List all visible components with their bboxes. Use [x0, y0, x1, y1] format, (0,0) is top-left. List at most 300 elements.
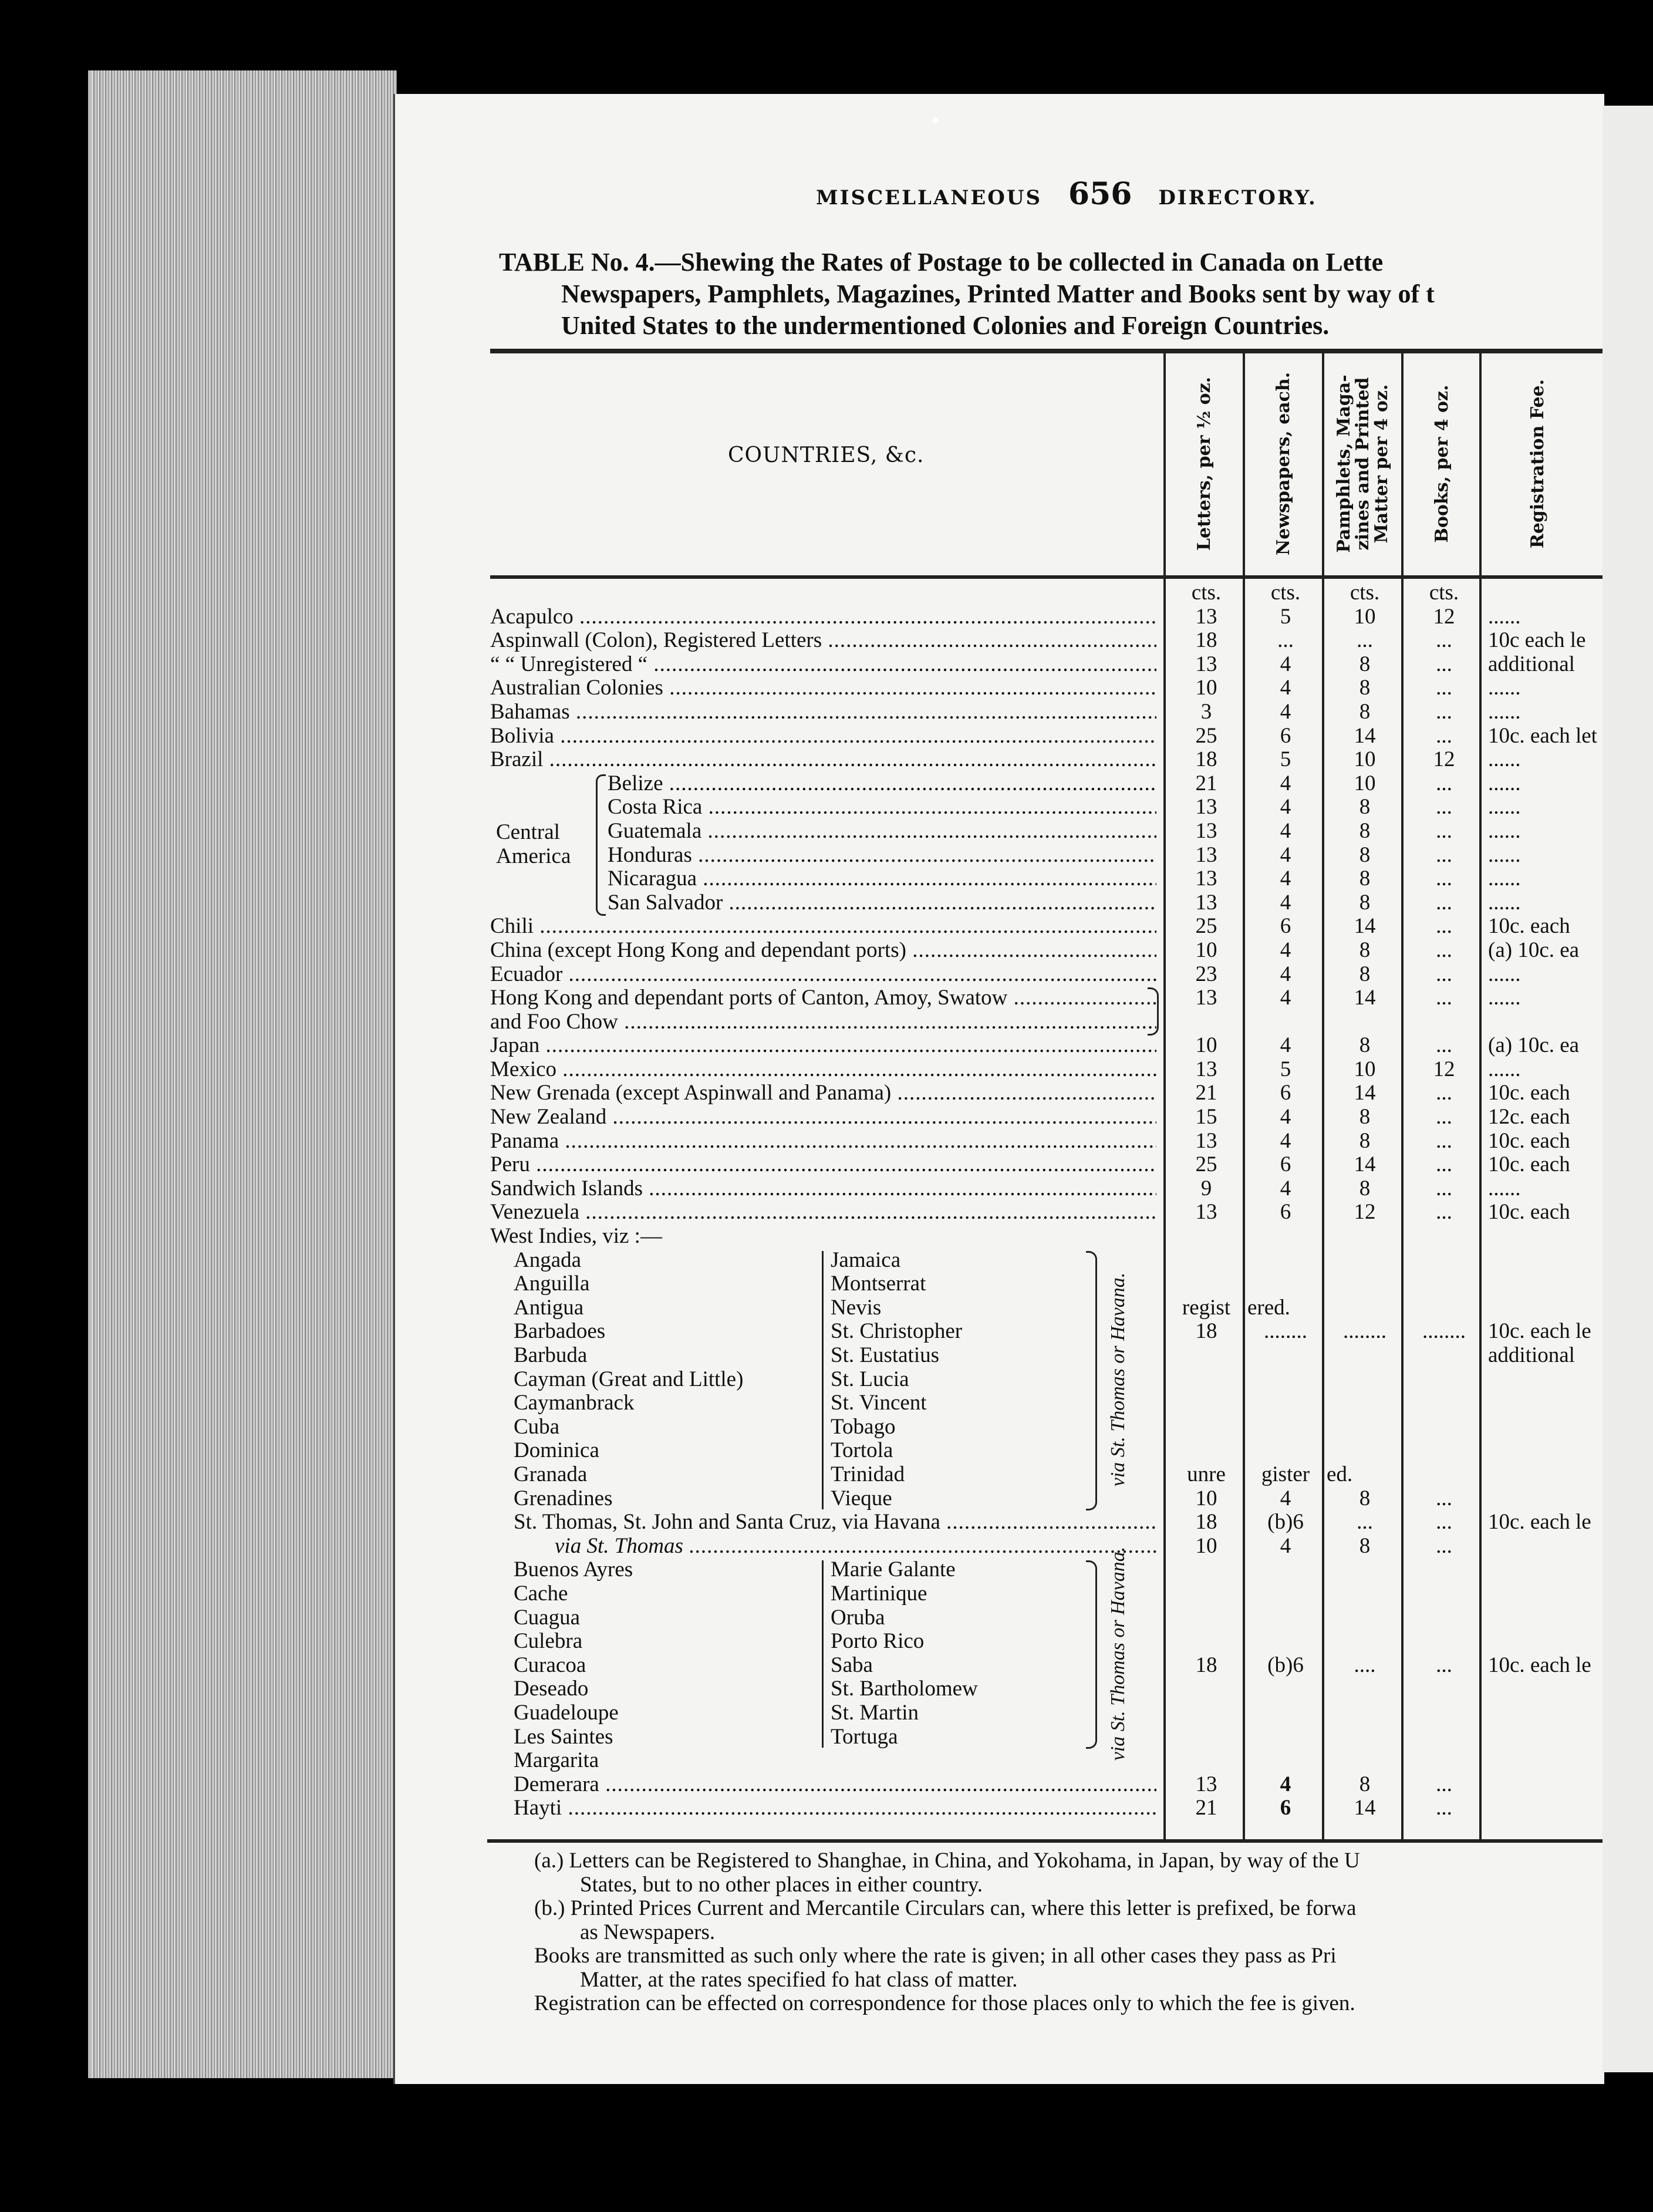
table-row	[490, 1129, 1605, 1154]
pamphlets-rate: 14	[1354, 1081, 1376, 1105]
west-indies-heading: West Indies, viz :—	[490, 1225, 662, 1249]
island-name: Anguilla	[514, 1272, 590, 1296]
island-name: Les Saintes	[514, 1724, 613, 1749]
letters-column-header: Letters, per ½ oz.	[1194, 376, 1215, 551]
newspapers-rate: 4	[1280, 1105, 1291, 1129]
country-name: China (except Hong Kong and dependant ports) .....	[490, 939, 1156, 963]
title-line-3: United States to the undermentioned Colonies and Foreign Countries.	[561, 311, 1330, 340]
via-st-thomas-or-havana-label: via St. Thomas or Havana.	[1107, 1546, 1129, 1761]
footnote-line: Books are transmitted as such only where the rate is given; in all other cases they pass as Pri	[534, 1944, 1337, 1968]
table-row	[490, 772, 1605, 796]
central-america-label: Central	[496, 820, 560, 844]
letters-rate: 25	[1195, 1152, 1217, 1177]
newspapers-rate: 6	[1280, 1796, 1291, 1820]
pamphlets-rate: 8	[1359, 1105, 1371, 1129]
pamphlets-rate: 8	[1359, 1486, 1371, 1510]
table-row	[490, 1773, 1605, 1797]
pamphlets-rate: 14	[1354, 723, 1376, 748]
newspapers-rate: 4	[1280, 1486, 1291, 1510]
letters-rate: 13	[1195, 1057, 1217, 1081]
table-row	[490, 891, 1605, 915]
books-rate: ...	[1436, 1152, 1452, 1177]
letters-rate: 10	[1195, 1486, 1217, 1510]
pamphlets-rate: 8	[1359, 1176, 1371, 1201]
letters-rate: 25	[1195, 914, 1217, 939]
pamphlets-rate: 8	[1359, 676, 1371, 700]
facing-page-fragment	[1603, 106, 1653, 2072]
letters-rate: 21	[1195, 771, 1217, 795]
table-row	[490, 724, 1605, 748]
letters-rate: 13	[1195, 986, 1217, 1010]
footnote-line: Registration can be effected on correspondence for those places only to which the fee is given.	[534, 1991, 1355, 2015]
units-books: cts.	[1429, 581, 1459, 605]
newspapers-rate: 6	[1280, 1081, 1291, 1105]
registration-fee: 12c. each	[1488, 1105, 1570, 1129]
hong-kong-brace	[1148, 987, 1159, 1036]
island-name: Cayman (Great and Little)	[514, 1367, 744, 1391]
island-name: Dominica	[514, 1438, 599, 1463]
books-rate: ...	[1436, 938, 1452, 962]
header-left: MISCELLANEOUS	[816, 186, 1043, 210]
table-row	[490, 1535, 1605, 1559]
units-newspapers: cts.	[1270, 581, 1301, 605]
island-name: Tortola	[831, 1438, 893, 1463]
registration-fee: ......	[1488, 795, 1521, 820]
registration-fee: 10c. each	[1488, 1153, 1570, 1177]
registration-fee: (a) 10c. ea	[1488, 1034, 1580, 1058]
registration-fee: ......	[1488, 771, 1521, 795]
letters-rate: 18	[1195, 1510, 1217, 1535]
country-name: Bahamas .....	[490, 700, 1156, 724]
footnote-line: (a.) Letters can be Registered to Shanghae, in China, and Yokohama, in Japan, by way of the U	[534, 1849, 1360, 1873]
group-brace	[1086, 1560, 1097, 1749]
pamphlets-rate: ....	[1354, 1653, 1376, 1677]
newspapers-rate: 5	[1280, 1057, 1291, 1081]
letters-rate: 18	[1195, 1319, 1217, 1344]
table-row	[490, 1201, 1605, 1225]
island-column-divider	[822, 1251, 824, 1510]
country-name: New Zealand .....	[490, 1105, 1156, 1129]
table-row	[490, 1034, 1605, 1058]
pamphlets-rate: 12	[1354, 1200, 1376, 1225]
page-number: 656	[1068, 176, 1132, 212]
letters-rate: 13	[1195, 866, 1217, 891]
footnote-line: States, but to no other places in either country.	[580, 1872, 983, 1897]
newspapers-rate: 5	[1280, 604, 1291, 629]
island-name: Porto Rico	[831, 1629, 925, 1654]
books-rate: ...	[1436, 890, 1452, 915]
registration-fee: additional	[1488, 652, 1575, 676]
pamphlets-rate: 8	[1359, 652, 1371, 676]
west-indies-group-1	[490, 1249, 1605, 1511]
registration-fee: ......	[1488, 700, 1521, 724]
country-name: Bolivia .....	[490, 724, 1156, 748]
books-rate: ...	[1436, 1033, 1452, 1058]
country-name: Brazil .....	[490, 748, 1156, 772]
country-name: and Foo Chow .....	[490, 1010, 1156, 1034]
books-rate: ...	[1436, 914, 1452, 939]
table-row	[490, 844, 1605, 868]
island-name: Culebra	[514, 1629, 583, 1654]
island-name: Antigua	[514, 1295, 584, 1320]
country-name: Aspinwall (Colon), Registered Letters .....	[490, 629, 1156, 653]
country-name: Acapulco .....	[490, 605, 1156, 629]
island-name: St. Vincent	[831, 1391, 927, 1415]
books-rate: ...	[1436, 628, 1452, 653]
registration-fee: 10c. each	[1488, 1129, 1570, 1153]
island-name: St. Eustatius	[831, 1343, 940, 1368]
west-indies-heading-row	[490, 1225, 1605, 1249]
letters-rate: 21	[1195, 1796, 1217, 1820]
letters-rate: 13	[1195, 890, 1217, 915]
newspapers-rate: 4	[1280, 1176, 1291, 1201]
pamphlets-rate: 14	[1354, 1152, 1376, 1177]
letters-rate: 13	[1195, 842, 1217, 867]
island-name: Margarita	[514, 1748, 599, 1773]
pamphlets-rate: 8	[1359, 1772, 1371, 1796]
footnote-line: as Newspapers.	[580, 1920, 716, 1944]
via-st-thomas-or-havana-label: via St. Thomas or Havana.	[1107, 1272, 1129, 1487]
country-name: “ “ Unregistered “ .....	[490, 653, 1156, 677]
country-name: Hayti .....	[514, 1796, 1156, 1820]
country-name: St. Thomas, St. John and Santa Cruz, via Havana .....	[514, 1510, 1156, 1535]
registered-label: ered.	[1247, 1295, 1290, 1320]
island-name: Nevis	[831, 1295, 882, 1320]
books-rate: ...	[1436, 986, 1452, 1010]
pamphlets-rate: 10	[1354, 604, 1376, 629]
books-column-header: Books, per 4 oz.	[1432, 385, 1452, 543]
pamphlets-rate: 8	[1359, 842, 1371, 867]
letters-rate: 18	[1195, 747, 1217, 772]
registered-label: regist	[1182, 1295, 1231, 1320]
books-rate: ...	[1436, 1653, 1452, 1677]
table-row	[490, 986, 1605, 1010]
registration-fee: ......	[1488, 867, 1521, 891]
table-row	[490, 795, 1605, 820]
table-top-rule	[490, 349, 1603, 353]
country-name: Guatemala .....	[608, 820, 1156, 844]
table-title	[499, 247, 1603, 342]
countries-column-header: COUNTRIES, &c.	[728, 443, 925, 467]
island-name: Tortuga	[831, 1724, 898, 1749]
newspapers-rate: 6	[1280, 1152, 1291, 1177]
island-name: Martinique	[831, 1582, 927, 1606]
registration-fee: 10c. each le	[1488, 1320, 1591, 1344]
letters-rate: 13	[1195, 1772, 1217, 1796]
books-rate: ...	[1436, 842, 1452, 867]
unregistered-label: ed.	[1327, 1462, 1353, 1487]
registration-fee: ......	[1488, 819, 1521, 843]
footnote-line: Matter, at the rates specified fo hat class of matter.	[580, 1967, 1018, 1992]
table-row	[490, 605, 1605, 629]
table-row	[490, 1105, 1605, 1129]
table-row	[490, 700, 1605, 724]
units-row	[490, 581, 1605, 605]
books-rate: ...	[1436, 652, 1452, 676]
pamphlets-rate: 10	[1354, 1057, 1376, 1081]
books-rate: ...	[1436, 1796, 1452, 1820]
books-rate: ...	[1436, 1176, 1452, 1201]
newspapers-rate: (b)6	[1267, 1510, 1304, 1535]
pamphlets-rate: 10	[1354, 747, 1376, 772]
letters-rate: 13	[1195, 604, 1217, 629]
country-name: Sandwich Islands .....	[490, 1177, 1156, 1201]
table-row	[490, 629, 1605, 653]
letters-rate: 18	[1195, 628, 1217, 653]
books-rate: ...	[1436, 676, 1452, 700]
books-rate: ...	[1436, 866, 1452, 891]
units-letters: cts.	[1191, 581, 1222, 605]
country-name: Ecuador .....	[490, 963, 1156, 987]
books-rate: ...	[1436, 795, 1452, 820]
registration-fee: 10c. each let	[1488, 724, 1597, 748]
newspapers-rate: 6	[1280, 914, 1291, 939]
island-column-divider	[822, 1560, 824, 1748]
island-name: Barbadoes	[514, 1319, 606, 1344]
island-name: Caymanbrack	[514, 1391, 635, 1415]
island-name: Tobago	[831, 1414, 896, 1439]
letters-rate: 10	[1195, 1033, 1217, 1058]
book-page-edges	[88, 70, 397, 2078]
newspapers-rate: 4	[1280, 652, 1291, 676]
country-name: Hong Kong and dependant ports of Canton, Amoy, Swatow .....	[490, 986, 1156, 1010]
pamphlets-rate: 14	[1354, 1796, 1376, 1820]
pamphlets-rate: 8	[1359, 818, 1371, 843]
island-name: Cuagua	[514, 1605, 581, 1630]
books-rate: ...	[1436, 1486, 1452, 1510]
letters-rate: 13	[1195, 795, 1217, 820]
country-name: Australian Colonies .....	[490, 676, 1156, 700]
newspapers-rate: 4	[1280, 818, 1291, 843]
country-name: Honduras .....	[608, 844, 1156, 868]
table-row	[490, 653, 1605, 677]
books-rate: ...	[1436, 1128, 1452, 1153]
books-rate: 12	[1433, 604, 1455, 629]
registration-fee: 10c. each	[1488, 1081, 1570, 1105]
newspapers-rate: 4	[1280, 676, 1291, 700]
books-rate: ...	[1436, 1081, 1452, 1105]
letters-rate: 18	[1195, 1653, 1217, 1677]
table-row	[490, 1058, 1605, 1082]
table-row	[490, 1081, 1605, 1105]
island-name: Cuba	[514, 1414, 560, 1439]
books-rate: 12	[1433, 747, 1455, 772]
newspapers-rate: ........	[1264, 1319, 1307, 1344]
letters-rate: 13	[1195, 1128, 1217, 1153]
island-name: St. Christopher	[831, 1319, 963, 1344]
registration-fee: ......	[1488, 605, 1521, 629]
table-header-rule	[490, 575, 1603, 579]
letters-rate: 10	[1195, 676, 1217, 700]
newspapers-rate: 4	[1280, 1128, 1291, 1153]
table-bottom-rule	[487, 1839, 1603, 1843]
island-name: Vieque	[831, 1486, 892, 1510]
newspapers-rate: 4	[1280, 962, 1291, 986]
registration-fee: ......	[1488, 676, 1521, 700]
registration-fee: ......	[1488, 1176, 1521, 1201]
newspapers-rate: 4	[1280, 1033, 1291, 1058]
country-name: Chili .....	[490, 915, 1156, 939]
country-name: Panama .....	[490, 1129, 1156, 1154]
registration-fee: 10c each le	[1488, 629, 1586, 653]
pamphlets-column-header: Pamphlets, Maga- zines and Printed Matter per 4 oz.	[1334, 375, 1392, 553]
newspapers-rate: 4	[1280, 771, 1291, 795]
country-name: Belize .....	[608, 772, 1156, 796]
table-row	[490, 1153, 1605, 1177]
table-row	[490, 748, 1605, 772]
newspapers-rate: 4	[1280, 890, 1291, 915]
pamphlets-rate: ...	[1357, 1510, 1373, 1535]
registration-fee: ......	[1488, 1057, 1521, 1081]
pamphlets-rate: 8	[1359, 962, 1371, 986]
letters-rate: 10	[1195, 938, 1217, 962]
newspapers-column-header: Newspapers, each.	[1273, 372, 1294, 556]
books-rate: ...	[1436, 1510, 1452, 1535]
books-rate: 12	[1433, 1057, 1455, 1081]
units-pamphlets: cts.	[1350, 581, 1380, 605]
pamphlets-rate: 8	[1359, 866, 1371, 891]
registration-fee: (a) 10c. ea	[1488, 938, 1580, 962]
island-name: Granada	[514, 1462, 588, 1487]
table-row	[490, 1010, 1605, 1034]
island-name: Buenos Ayres	[514, 1557, 633, 1582]
newspapers-rate: 4	[1280, 866, 1291, 891]
registration-column-header: Registration Fee.	[1527, 379, 1548, 549]
newspapers-rate: 4	[1280, 938, 1291, 962]
island-name: Guadeloupe	[514, 1701, 619, 1725]
table-row	[490, 820, 1605, 844]
table-row	[490, 676, 1605, 700]
island-name: Deseado	[514, 1677, 589, 1701]
books-rate: ...	[1436, 818, 1452, 843]
registration-fee: additional	[1488, 1344, 1575, 1368]
letters-rate: 10	[1195, 1533, 1217, 1558]
table-row	[490, 939, 1605, 963]
registration-fee: ......	[1488, 843, 1521, 867]
pamphlets-rate: ...	[1357, 628, 1373, 653]
registration-fee: 10c. each le	[1488, 1510, 1591, 1535]
central-america-label: America	[496, 844, 571, 868]
pamphlets-rate: 8	[1359, 1033, 1371, 1058]
table-row	[490, 1510, 1605, 1535]
island-name: Marie Galante	[831, 1557, 956, 1582]
newspapers-rate: 4	[1280, 795, 1291, 820]
letters-rate: 23	[1195, 962, 1217, 986]
books-rate: ...	[1436, 771, 1452, 795]
pamphlets-rate: 8	[1359, 938, 1371, 962]
registration-fee: ......	[1488, 891, 1521, 915]
books-rate: ...	[1436, 1772, 1452, 1796]
pamphlets-rate: 14	[1354, 986, 1376, 1010]
letters-rate: 15	[1195, 1105, 1217, 1129]
pamphlets-rate: 8	[1359, 795, 1371, 820]
pamphlets-rate: 10	[1354, 771, 1376, 795]
title-line-2: Newspapers, Pamphlets, Magazines, Printed Matter and Books sent by way of t	[561, 279, 1435, 308]
table-row	[490, 963, 1605, 987]
letters-rate: 9	[1200, 1176, 1212, 1201]
books-rate: ........	[1422, 1319, 1466, 1344]
pamphlets-rate: 8	[1359, 890, 1371, 915]
unregistered-label: unre	[1187, 1462, 1226, 1487]
rate-table	[490, 581, 1605, 1820]
books-rate: ...	[1436, 962, 1452, 986]
island-name: Angada	[514, 1247, 582, 1272]
title-line-1: TABLE No. 4.—Shewing the Rates of Postage to be collected in Canada on Lette	[499, 248, 1384, 276]
island-name: St. Lucia	[831, 1367, 909, 1391]
unregistered-label: gister	[1261, 1462, 1310, 1487]
books-rate: ...	[1436, 723, 1452, 748]
letters-rate: 3	[1200, 699, 1212, 724]
pamphlets-rate: 8	[1359, 1533, 1371, 1558]
newspapers-rate: 6	[1280, 1200, 1291, 1225]
registration-fee: 10c. each	[1488, 915, 1570, 939]
newspapers-rate: 5	[1280, 747, 1291, 772]
west-indies-group-2	[490, 1546, 1605, 1773]
country-name: Demerara .....	[514, 1773, 1156, 1797]
table-row	[490, 867, 1605, 891]
country-name: Mexico .....	[490, 1058, 1156, 1082]
newspapers-rate: 4	[1280, 699, 1291, 724]
registration-fee: ......	[1488, 748, 1521, 772]
letters-rate: 13	[1195, 818, 1217, 843]
footnotes	[534, 1849, 1603, 2016]
pamphlets-rate: 8	[1359, 699, 1371, 724]
newspapers-rate: (b)6	[1267, 1653, 1304, 1677]
newspapers-rate: 4	[1280, 842, 1291, 867]
country-name: Peru .....	[490, 1153, 1156, 1177]
registration-fee: 10c. each	[1488, 1201, 1570, 1225]
country-name: via St. Thomas .....	[555, 1535, 1156, 1559]
letters-rate: 13	[1195, 652, 1217, 676]
country-name: Nicaragua .....	[608, 867, 1156, 891]
running-header	[816, 176, 1317, 212]
country-name: Japan .....	[490, 1034, 1156, 1058]
island-name: Jamaica	[831, 1247, 901, 1272]
newspapers-rate: 6	[1280, 723, 1291, 748]
pamphlets-rate: 8	[1359, 1128, 1371, 1153]
island-name: Grenadines	[514, 1486, 613, 1510]
island-name: Oruba	[831, 1605, 885, 1630]
books-rate: ...	[1436, 1533, 1452, 1558]
island-name: Cache	[514, 1582, 568, 1606]
header-right: DIRECTORY.	[1158, 186, 1317, 210]
group-brace	[1086, 1251, 1097, 1511]
table-row	[490, 1796, 1605, 1820]
island-name: St. Bartholomew	[831, 1677, 978, 1701]
newspapers-rate: 4	[1280, 986, 1291, 1010]
books-rate: ...	[1436, 1200, 1452, 1225]
newspapers-rate: 4	[1280, 1533, 1291, 1558]
registration-fee: 10c. each le	[1488, 1653, 1591, 1677]
central-america-brace	[596, 774, 606, 916]
country-name: Costa Rica .....	[608, 795, 1156, 820]
registration-fee: ......	[1488, 986, 1521, 1010]
island-name: Trinidad	[831, 1462, 905, 1487]
print-speck	[932, 117, 938, 123]
newspapers-rate: ...	[1277, 628, 1294, 653]
letters-rate: 25	[1195, 723, 1217, 748]
registration-fee: ......	[1488, 962, 1521, 986]
footnote-line: (b.) Printed Prices Current and Mercantile Circulars can, where this letter is prefixed, be forwa	[534, 1896, 1357, 1920]
pamphlets-rate: ........	[1343, 1319, 1387, 1344]
island-name: Montserrat	[831, 1272, 926, 1296]
country-name: San Salvador .....	[608, 891, 1156, 915]
island-name: Barbuda	[514, 1343, 588, 1368]
country-name: New Grenada (except Aspinwall and Panama) .....	[490, 1081, 1156, 1105]
letters-rate: 13	[1195, 1200, 1217, 1225]
island-name: Curacoa	[514, 1653, 586, 1677]
island-name: Saba	[831, 1653, 873, 1677]
